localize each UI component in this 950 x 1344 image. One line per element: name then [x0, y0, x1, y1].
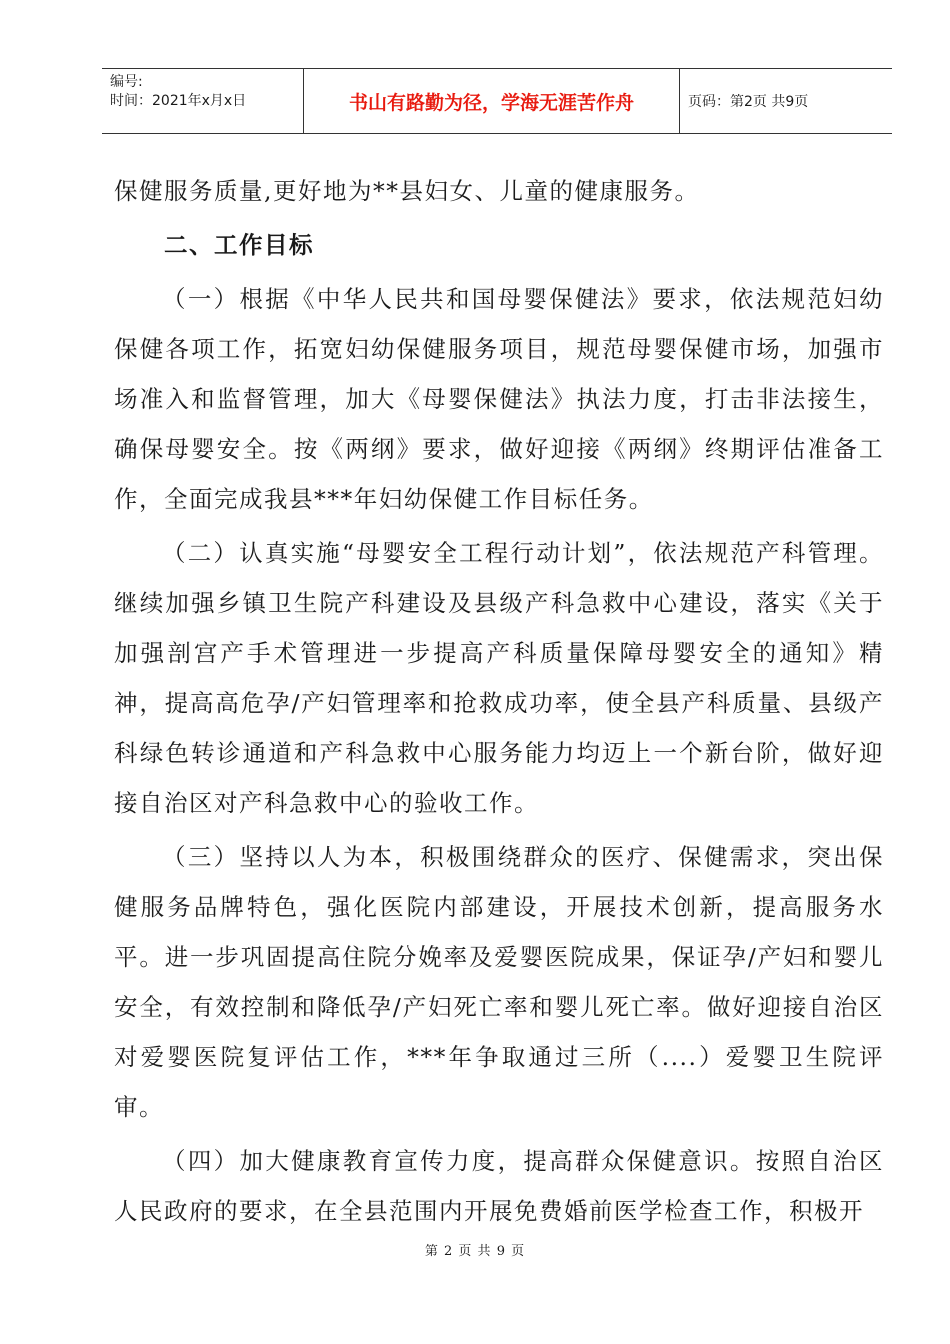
document-number-label: 编号: — [110, 74, 143, 90]
header-motto: 书山有路勤为径，学海无涯苦作舟 — [304, 69, 680, 133]
paragraph-goal-2: （二）认真实施“母婴安全工程行动计划”，依法规范产科管理。继续加强乡镇卫生院产科建设及县级产科急救中心建设，落实《关于加强剖宫产手术管理进一步提高产科质量保障母婴安全的通知》精神，提高高危孕/产妇管理率和抢救成功率，使全县产科质量、县级产科绿色转诊通道和产科急救中心服务能力均迈上一个新台阶，做好迎接自治区对产科急救中心的验收工作。 — [114, 539, 884, 817]
header-page-label: 页码：第2页 共9页 — [688, 94, 809, 110]
document-time-label: 时间：2021年x月x日 — [110, 93, 247, 109]
paragraph-goal-1: （一）根据《中华人民共和国母婴保健法》要求，依法规范妇幼保健各项工作，拓宽妇幼保健服务项目，规范母婴保健市场，加强市场准入和监督管理，加大《母婴保健法》执法力度，打击非法接生，确保母婴安全。按《两纲》要求，做好迎接《两纲》终期评估准备工作，全面完成我县***年妇幼保健工作目标任务。 — [114, 285, 884, 513]
header-meta — [102, 69, 304, 133]
page-header — [102, 68, 892, 134]
paragraph-goal-4: （四）加大健康教育宣传力度，提高群众保健意识。按照自治区人民政府的要求，在全县范围内开展免费婚前医学检查工作，积极开 — [114, 1147, 884, 1225]
page-footer: 第 2 页 共 9 页 — [424, 1244, 526, 1259]
paragraph-goal-3: （三）坚持以人为本，积极围绕群众的医疗、保健需求，突出保健服务品牌特色，强化医院内部建设，开展技术创新，提高服务水平。进一步巩固提高住院分娩率及爱婴医院成果，保证孕/产妇和婴儿安全，有效控制和降低孕/产妇死亡率和婴儿死亡率。做好迎接自治区对爱婴医院复评估工作，***年争取通过三所（....）爱婴卫生院评审。 — [114, 843, 884, 1121]
document-body — [114, 166, 884, 1236]
section-heading: 二、工作目标 — [164, 231, 314, 259]
paragraph-continuation: 保健服务质量,更好地为**县妇女、儿童的健康服务。 — [114, 177, 700, 205]
